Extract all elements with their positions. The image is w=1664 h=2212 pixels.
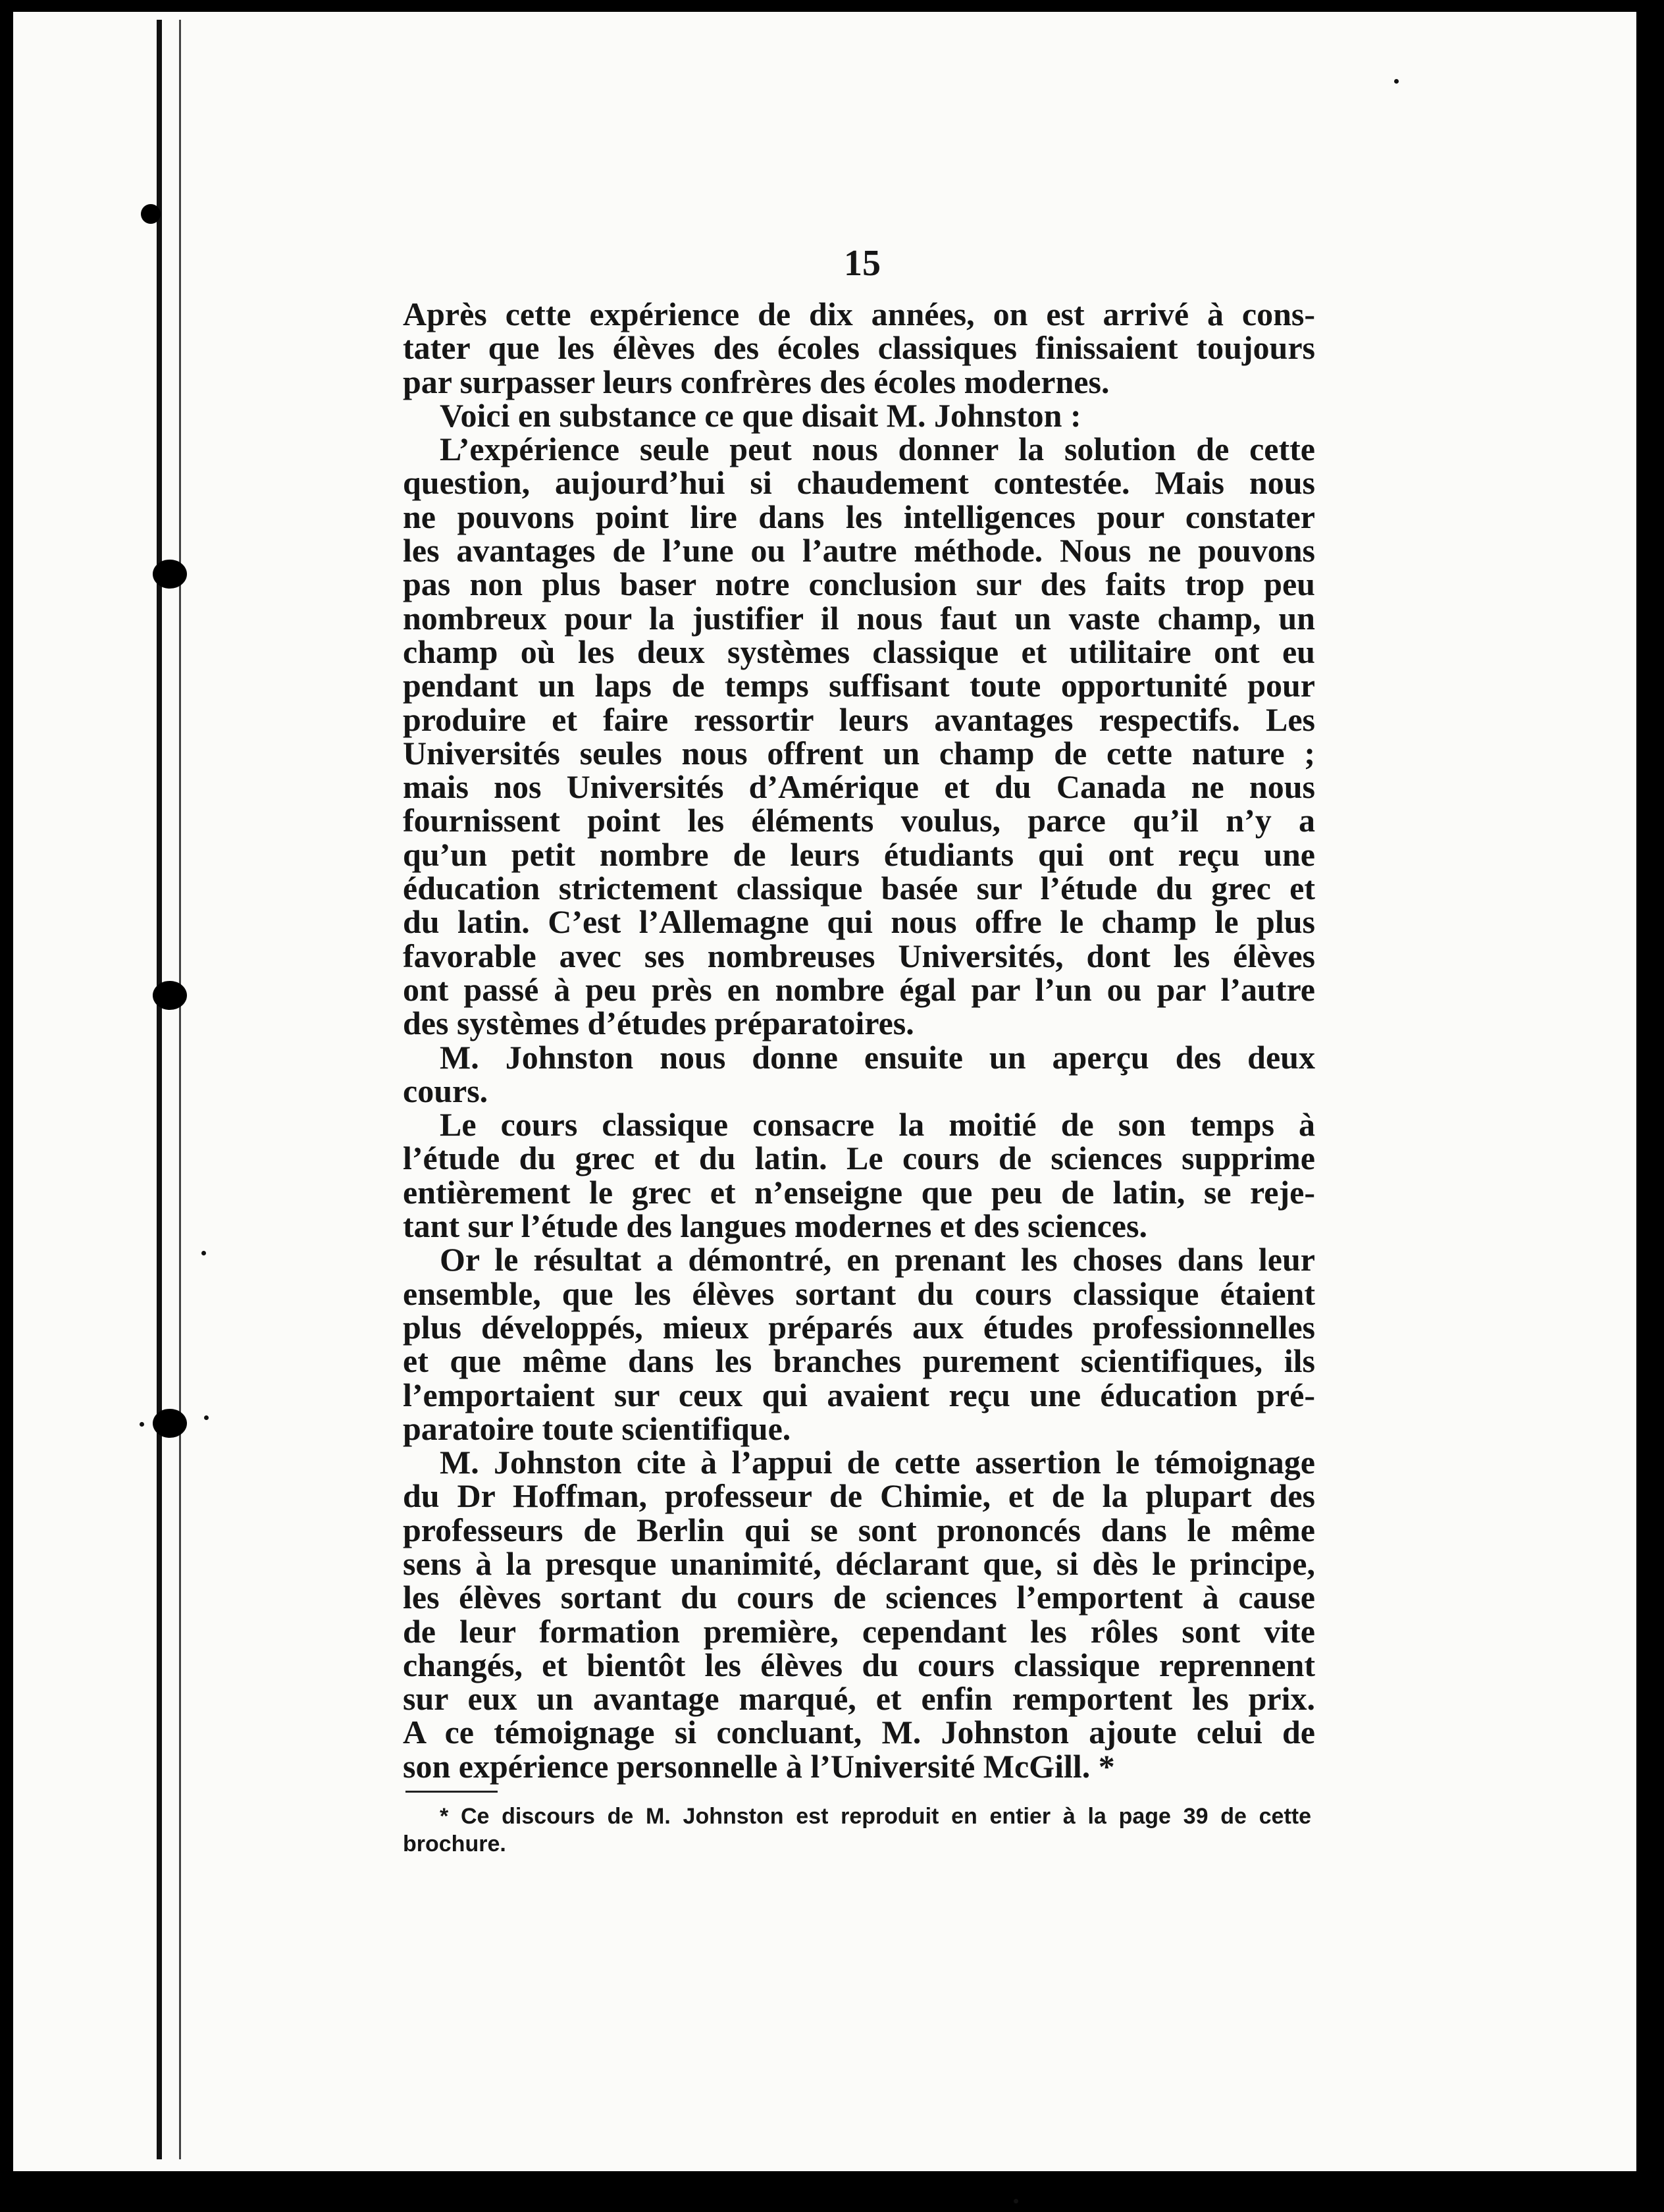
text-line: plus développés, mieux préparés aux études professionnelles <box>403 1308 1315 1346</box>
text-line: de leur formation première, cependant les rôles sont vite <box>403 1612 1315 1650</box>
text-line: M. Johnston nous donne ensuite un aperçu des deux <box>440 1038 1315 1076</box>
text-line: Or le résultat a démontré, en prenant les choses dans leur <box>440 1241 1315 1278</box>
text-line: pas non plus baser notre conclusion sur des faits trop peu <box>403 566 1315 603</box>
binding-tie-icon <box>153 560 187 589</box>
ink-speck <box>201 1251 206 1255</box>
ink-speck <box>1014 2199 1018 2203</box>
ink-speck <box>204 1415 209 1420</box>
text-line: sur eux un avantage marqué, et enfin remportent les prix. <box>403 1680 1315 1718</box>
text-line: l’étude du grec et du latin. Le cours de sciences supprime <box>403 1140 1315 1177</box>
text-line: par surpasser leurs confrères des écoles modernes. <box>403 363 1110 400</box>
text-line: les avantages de l’une ou l’autre méthode. Nous ne pouvons <box>403 532 1315 569</box>
text-line: l’emportaient sur ceux qui avaient reçu une éducation pré- <box>403 1376 1315 1413</box>
text-line: favorable avec ses nombreuses Universités, dont les élèves <box>403 937 1315 974</box>
page-number: 15 <box>844 243 881 284</box>
ink-speck <box>140 1422 144 1427</box>
text-line: entièrement le grec et n’enseigne que peu de latin, se reje- <box>403 1173 1315 1211</box>
ink-speck <box>1394 79 1399 84</box>
text-line: ne pouvons point lire dans les intelligences pour constater <box>403 498 1315 535</box>
binding-tie-icon <box>153 981 187 1010</box>
footnote-line: brochure. <box>403 1831 506 1856</box>
text-line: du Dr Hoffman, professeur de Chimie, et de la plupart des <box>403 1477 1315 1515</box>
binding-edge-thin <box>179 20 181 2159</box>
text-line: du latin. C’est l’Allemagne qui nous offre le champ le plus <box>403 903 1315 941</box>
text-line: L’expérience seule peut nous donner la solution de cette <box>440 431 1315 468</box>
text-line: professeurs de Berlin qui se sont prononcés dans le même <box>403 1511 1315 1548</box>
text-line: Le cours classique consacre la moitié de son temps à <box>440 1106 1315 1144</box>
text-line: cours. <box>403 1072 488 1109</box>
text-line: des systèmes d’études préparatoires. <box>403 1005 914 1042</box>
text-line: Voici en substance ce que disait M. Johnston : <box>440 396 1081 434</box>
text-line: sens à la presque unanimité, déclarant que, si dès le principe, <box>403 1544 1315 1582</box>
text-line: éducation strictement classique basée sur l’étude du grec et <box>403 870 1315 907</box>
right-page-edge <box>1636 12 1651 2171</box>
text-line: paratoire toute scientifique. <box>403 1409 791 1447</box>
text-line: A ce témoignage si concluant, M. Johnston ajoute celui de <box>403 1714 1315 1751</box>
text-line: qu’un petit nombre de leurs étudiants qui ont reçu une <box>403 835 1315 873</box>
text-line: ont passé à peu près en nombre égal par l’un ou par l’autre <box>403 970 1315 1008</box>
text-line: fournissent point les éléments voulus, parce qu’il n’y a <box>403 802 1315 839</box>
binding-tie-icon <box>153 1409 187 1438</box>
text-line: pendant un laps de temps suffisant toute opportunité pour <box>403 667 1315 704</box>
text-line: Après cette expérience de dix années, on est arrivé à cons- <box>403 296 1315 332</box>
binding-edge <box>157 20 162 2159</box>
text-line: mais nos Universités d’Amérique et du Canada ne nous <box>403 768 1315 806</box>
body-text <box>403 298 1315 1783</box>
text-line: les élèves sortant du cours de sciences l’emportent à cause <box>403 1579 1315 1616</box>
text-line: tant sur l’étude des langues modernes et des sciences. <box>403 1207 1147 1245</box>
text-line: changés, et bientôt les élèves du cours classique reprennent <box>403 1646 1315 1683</box>
text-line: produire et faire ressortir leurs avantages respectifs. Les <box>403 700 1315 738</box>
text-line: ensemble, que les élèves sortant du cours classique étaient <box>403 1275 1315 1312</box>
binding-tie-icon <box>141 204 161 224</box>
text-line: tater que les élèves des écoles classiques finissaient toujours <box>403 329 1315 367</box>
text-line: son expérience personnelle à l’Université McGill. * <box>403 1747 1115 1785</box>
footnote-rule <box>405 1791 498 1793</box>
text-line: M. Johnston cite à l’appui de cette assertion le témoignage <box>440 1444 1315 1481</box>
text-line: Universités seules nous offrent un champ de cette nature ; <box>403 734 1315 772</box>
footnote-line: * Ce discours de M. Johnston est reproduit en entier à la page 39 de cette <box>440 1804 1311 1829</box>
text-line: et que même dans les branches purement scientifiques, ils <box>403 1342 1315 1380</box>
text-line: nombreux pour la justifier il nous faut un vaste champ, un <box>403 599 1315 637</box>
text-line: question, aujourd’hui si chaudement contestée. Mais nous <box>403 464 1315 502</box>
footnote <box>403 1803 1311 1858</box>
text-line: champ où les deux systèmes classique et utilitaire ont eu <box>403 633 1315 670</box>
